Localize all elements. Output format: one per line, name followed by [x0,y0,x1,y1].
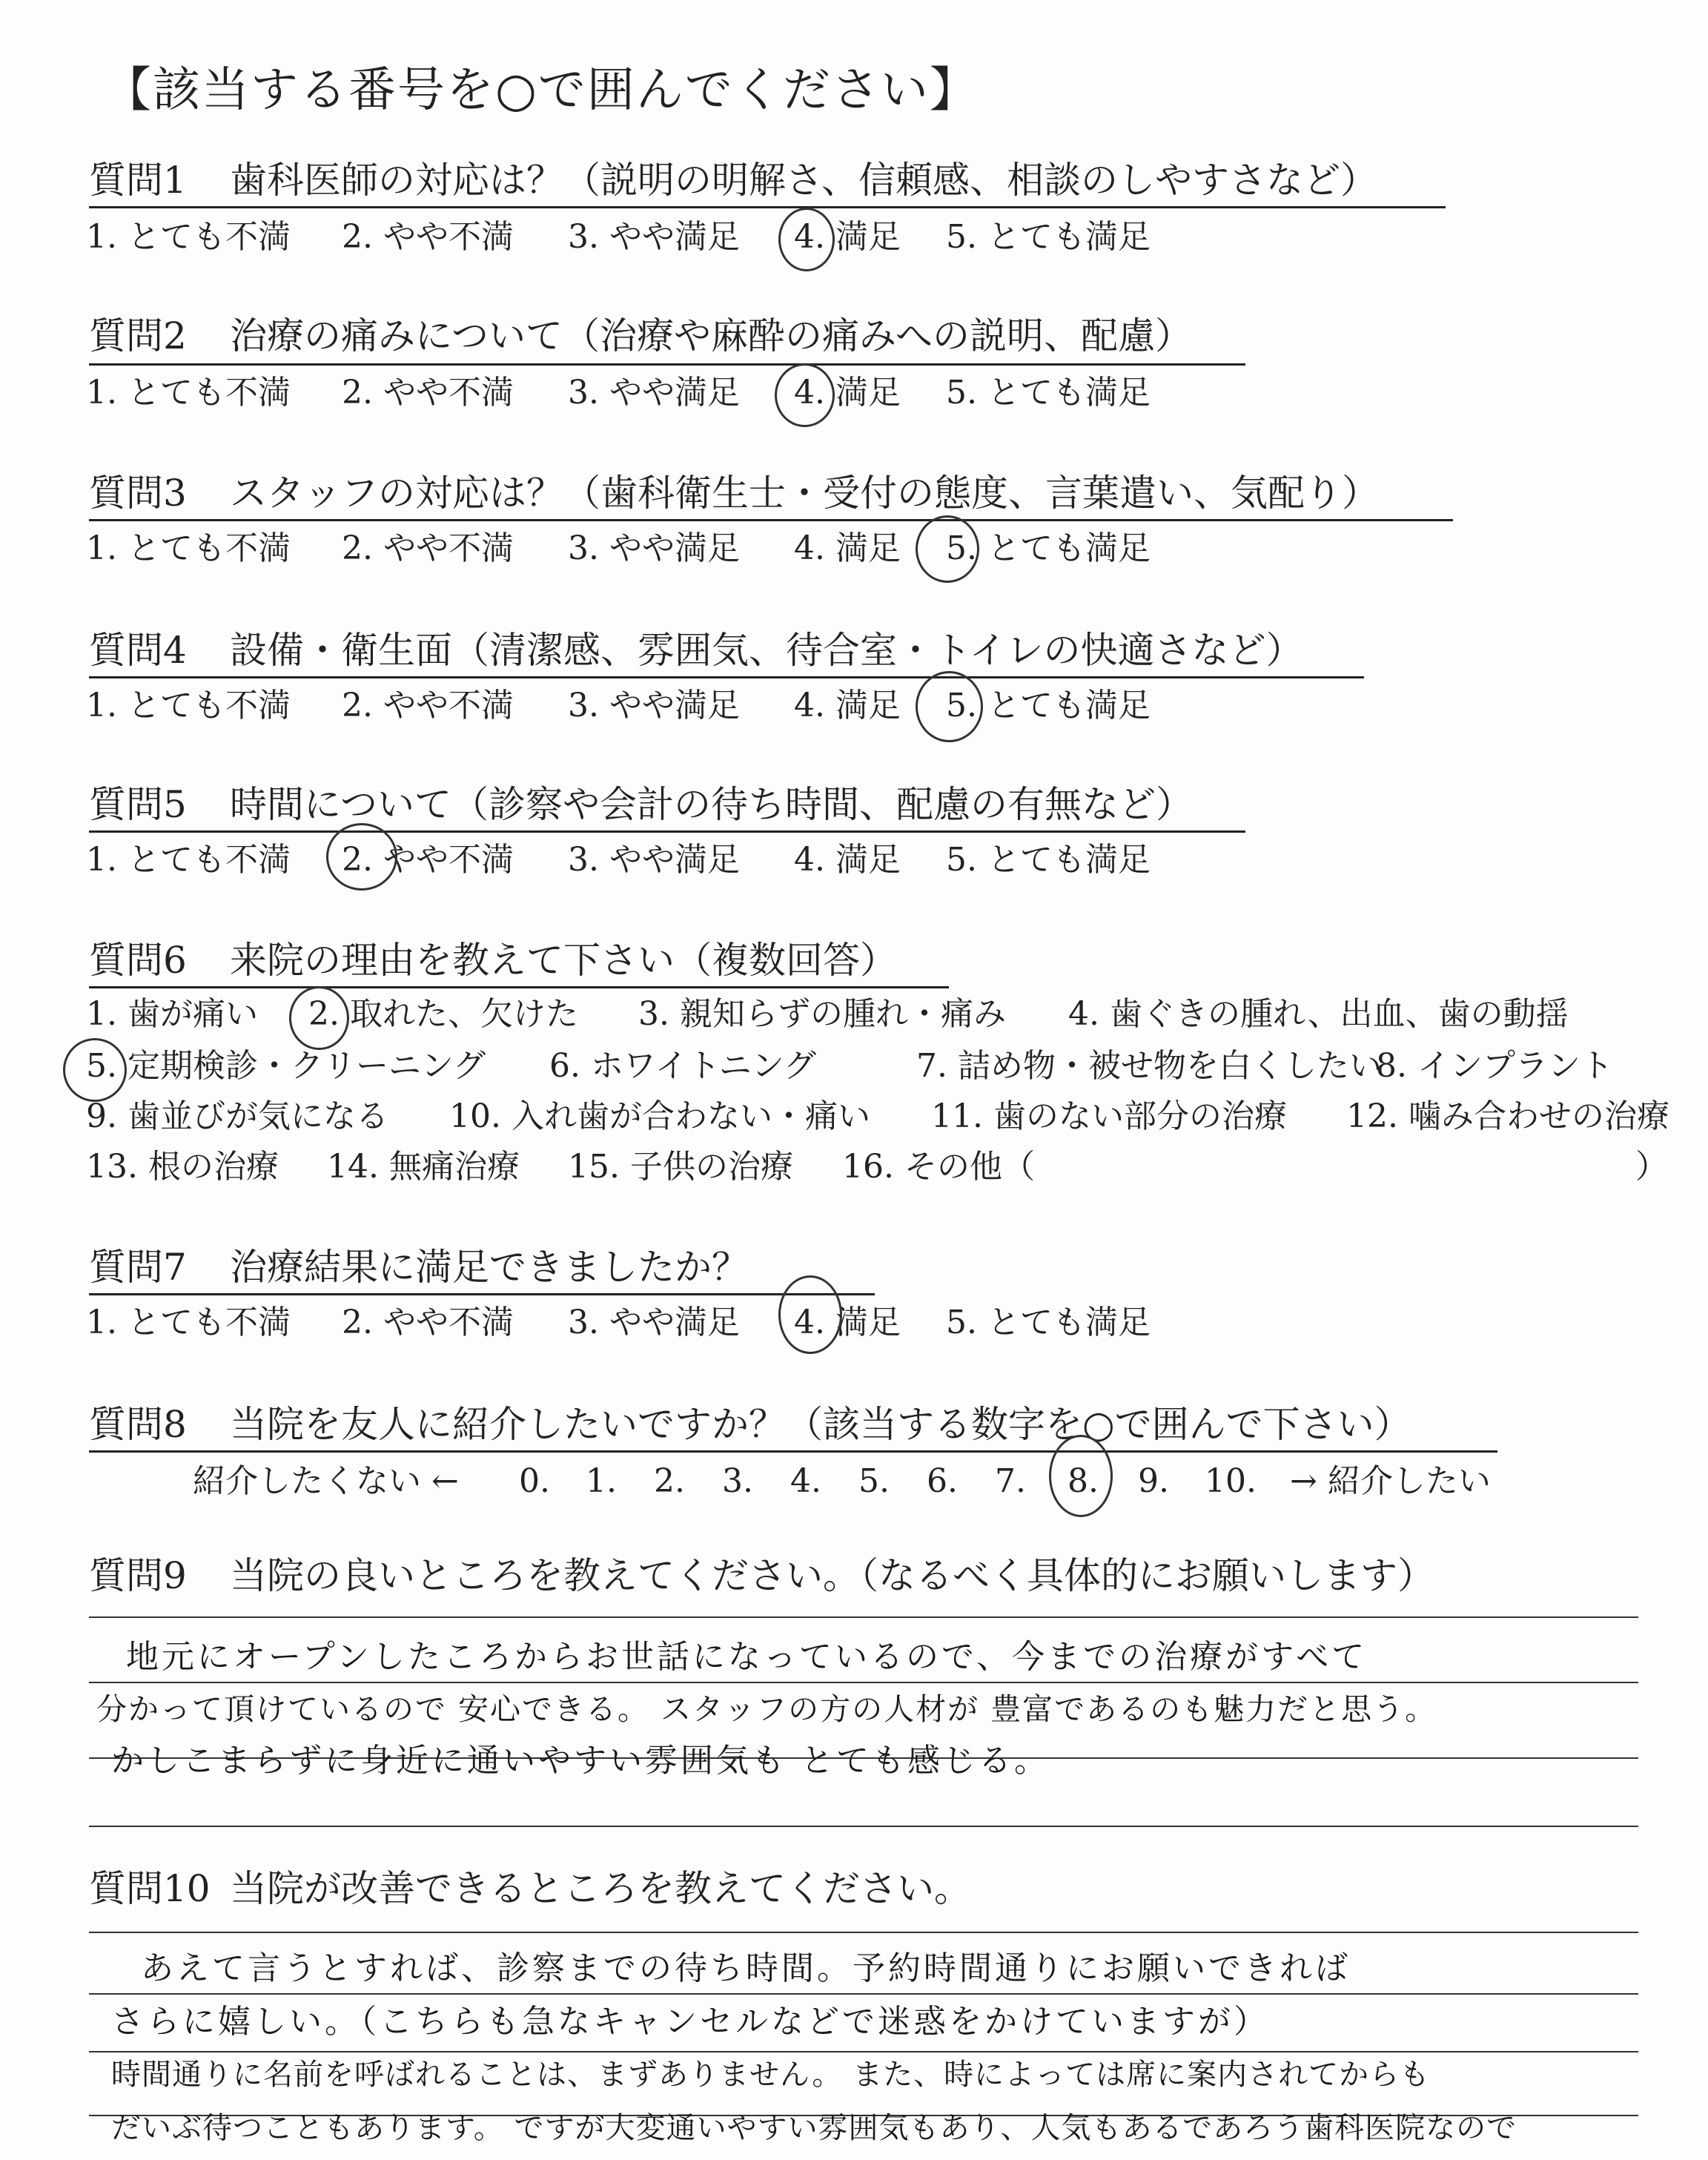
question-number: 質問5 [89,783,187,826]
question-9 [89,1554,1434,1597]
scale-10[interactable]: 10. [1205,1462,1257,1500]
scale-9[interactable]: 9. [1138,1462,1169,1500]
question-text: 治療結果に満足できましたか？ [230,1246,749,1289]
question-text: 治療の痛みについて（治療や麻酔の痛みへの説明、配慮） [230,314,1192,357]
scale-left-label: 紹介したくない ← [193,1462,459,1500]
scale-5[interactable]: 5. [858,1462,890,1500]
instruction-title: 【該当する番号を○で囲んでください】 [104,63,979,118]
scale-4[interactable]: 4. [790,1462,821,1500]
option-4[interactable]: 4. 満足 [794,218,901,256]
selection-circle [1049,1435,1113,1517]
question-7 [89,1246,749,1289]
reason-12[interactable]: 12. 噛み合わせの治療 [1346,1097,1669,1135]
question-text: 当院が改善できるところを教えてください。 [230,1867,971,1910]
question-3 [89,472,1379,515]
option-1[interactable]: 1. とても不満 [86,374,291,412]
answer-line: だいぶ待つこともあります。 ですが大変通いやすい雰囲気もあり、人気もあるであろう歯科医院なので [111,2111,1517,2145]
question-text: スタッフの対応は？（歯科衛生士・受付の態度、言葉遣い、気配り） [230,472,1379,515]
reason-2[interactable]: 2. 取れた、欠けた [308,995,578,1033]
selection-circle [289,986,349,1050]
scale-3[interactable]: 3. [722,1462,753,1500]
writing-line [89,1826,1638,1827]
reason-11[interactable]: 11. 歯のない部分の治療 [931,1097,1287,1135]
underline [89,363,1245,366]
selection-circle [916,671,983,742]
option-3[interactable]: 3. やや満足 [568,841,740,879]
option-2[interactable]: 2. やや不満 [342,841,514,879]
answer-line: あえて言うとすれば、診察までの待ち時間。予約時間通りにお願いできれば [141,1949,1351,1987]
reason-9[interactable]: 9. 歯並びが気になる [86,1097,388,1135]
writing-line [89,1932,1638,1933]
selection-circle [778,208,835,271]
underline [89,519,1453,521]
question-text: 来院の理由を教えて下さい（複数回答） [230,939,897,982]
option-4[interactable]: 4. 満足 [794,841,901,879]
question-text: 設備・衛生面（清潔感、雰囲気、待合室・トイレの快適さなど） [230,629,1303,672]
reason-4[interactable]: 4. 歯ぐきの腫れ、出血、歯の動揺 [1068,995,1569,1033]
question-number: 質問8 [89,1403,187,1446]
answer-line: さらに嬉しい。（こちらも急なキャンセルなどで迷惑をかけていますが） [111,2003,1269,2041]
writing-line [89,1682,1638,1683]
question-number: 質問7 [89,1246,187,1289]
option-4[interactable]: 4. 満足 [794,687,901,724]
reason-15[interactable]: 15. 子供の治療 [568,1148,793,1186]
option-1[interactable]: 1. とても不満 [86,687,291,724]
selection-circle [778,1275,842,1354]
selection-circle [326,823,397,891]
answer-line: かしこまらずに身近に通いやすい雰囲気も とても感じる。 [111,1742,1050,1780]
scale-2[interactable]: 2. [654,1462,685,1500]
option-2[interactable]: 2. やや不満 [342,1304,514,1341]
underline [89,1293,875,1295]
selection-circle [916,515,979,583]
answer-line: 時間通りに名前を呼ばれることは、まずありません。 また、時によっては席に案内されてからも [111,2058,1431,2092]
writing-line [89,1616,1638,1618]
option-5[interactable]: 5. とても満足 [946,374,1151,412]
underline [89,830,1245,833]
option-2[interactable]: 2. やや不満 [342,687,514,724]
option-4[interactable]: 4. 満足 [794,1304,901,1341]
option-2[interactable]: 2. やや不満 [342,218,514,256]
question-1 [89,159,1377,202]
option-1[interactable]: 1. とても不満 [86,218,291,256]
scale-8[interactable]: 8. [1068,1462,1099,1500]
question-number: 質問10 [89,1867,211,1910]
reason-5[interactable]: 5. 定期検診・クリーニング [86,1047,486,1085]
option-1[interactable]: 1. とても不満 [86,841,291,879]
selection-circle [63,1038,127,1102]
reason-6[interactable]: 6. ホワイトニング [549,1047,817,1085]
answer-line: 地元にオープンしたころからお世話になっているので、今までの治療がすべて [126,1638,1368,1676]
reason-10[interactable]: 10. 入れ歯が合わない・痛い [449,1097,870,1135]
question-4 [89,629,1303,672]
scale-6[interactable]: 6. [927,1462,958,1500]
underline [89,206,1446,208]
option-5[interactable]: 5. とても満足 [946,218,1151,256]
reason-13[interactable]: 13. 根の治療 [86,1148,279,1186]
selection-circle [775,363,835,427]
option-3[interactable]: 3. やや満足 [568,529,740,567]
question-number: 質問6 [89,939,187,982]
reason-14[interactable]: 14. 無痛治療 [327,1148,520,1186]
reason-1[interactable]: 1. 歯が痛い [86,995,258,1033]
scale-0[interactable]: 0. [519,1462,550,1500]
option-4[interactable]: 4. 満足 [794,374,901,412]
option-3[interactable]: 3. やや満足 [568,218,740,256]
scale-1[interactable]: 1. [586,1462,617,1500]
reason-16-close: ） [1635,1148,1668,1186]
question-text: 歯科医師の対応は？（説明の明解さ、信頼感、相談のしやすさなど） [230,159,1377,202]
option-4[interactable]: 4. 満足 [794,529,901,567]
question-text: 時間について（診察や会計の待ち時間、配慮の有無など） [230,783,1193,826]
reason-3[interactable]: 3. 親知らずの腫れ・痛み [638,995,1006,1033]
scale-right-label: → 紹介したい [1290,1462,1491,1500]
underline [89,1450,1497,1453]
option-5[interactable]: 5. とても満足 [946,1304,1151,1341]
option-3[interactable]: 3. やや満足 [568,1304,740,1341]
question-8 [89,1403,1411,1446]
question-text: 当院の良いところを教えてください。（なるべく具体的にお願いします） [230,1554,1434,1597]
option-3[interactable]: 3. やや満足 [568,374,740,412]
option-3[interactable]: 3. やや満足 [568,687,740,724]
question-number: 質問1 [89,159,187,202]
option-5[interactable]: 5. とても満足 [946,841,1151,879]
option-1[interactable]: 1. とても不満 [86,529,291,567]
underline [89,986,949,988]
question-text: 当院を友人に紹介したいですか？（該当する数字を○で囲んで下さい） [230,1403,1411,1446]
question-2 [89,314,1192,357]
option-5[interactable]: 5. とても満足 [946,529,1151,567]
scale-7[interactable]: 7. [995,1462,1026,1500]
question-number: 質問4 [89,629,187,672]
option-1[interactable]: 1. とても不満 [86,1304,291,1341]
reason-8[interactable]: 8. インプラント [1376,1047,1613,1085]
reason-7[interactable]: 7. 詰め物・被せ物を白くしたい [916,1047,1382,1085]
option-2[interactable]: 2. やや不満 [342,529,514,567]
question-5 [89,783,1193,826]
option-5[interactable]: 5. とても満足 [946,687,1151,724]
reason-16[interactable]: 16. その他（ [842,1148,1035,1186]
answer-line: 分かって頂けているので 安心できる。 スタッフの方の人材が 豊富であるのも魅力だと思う。 [96,1691,1437,1727]
question-number: 質問9 [89,1554,187,1597]
question-number: 質問3 [89,472,187,515]
question-10 [89,1867,971,1910]
option-2[interactable]: 2. やや不満 [342,374,514,412]
underline [89,676,1364,678]
question-number: 質問2 [89,314,187,357]
question-6 [89,939,897,982]
